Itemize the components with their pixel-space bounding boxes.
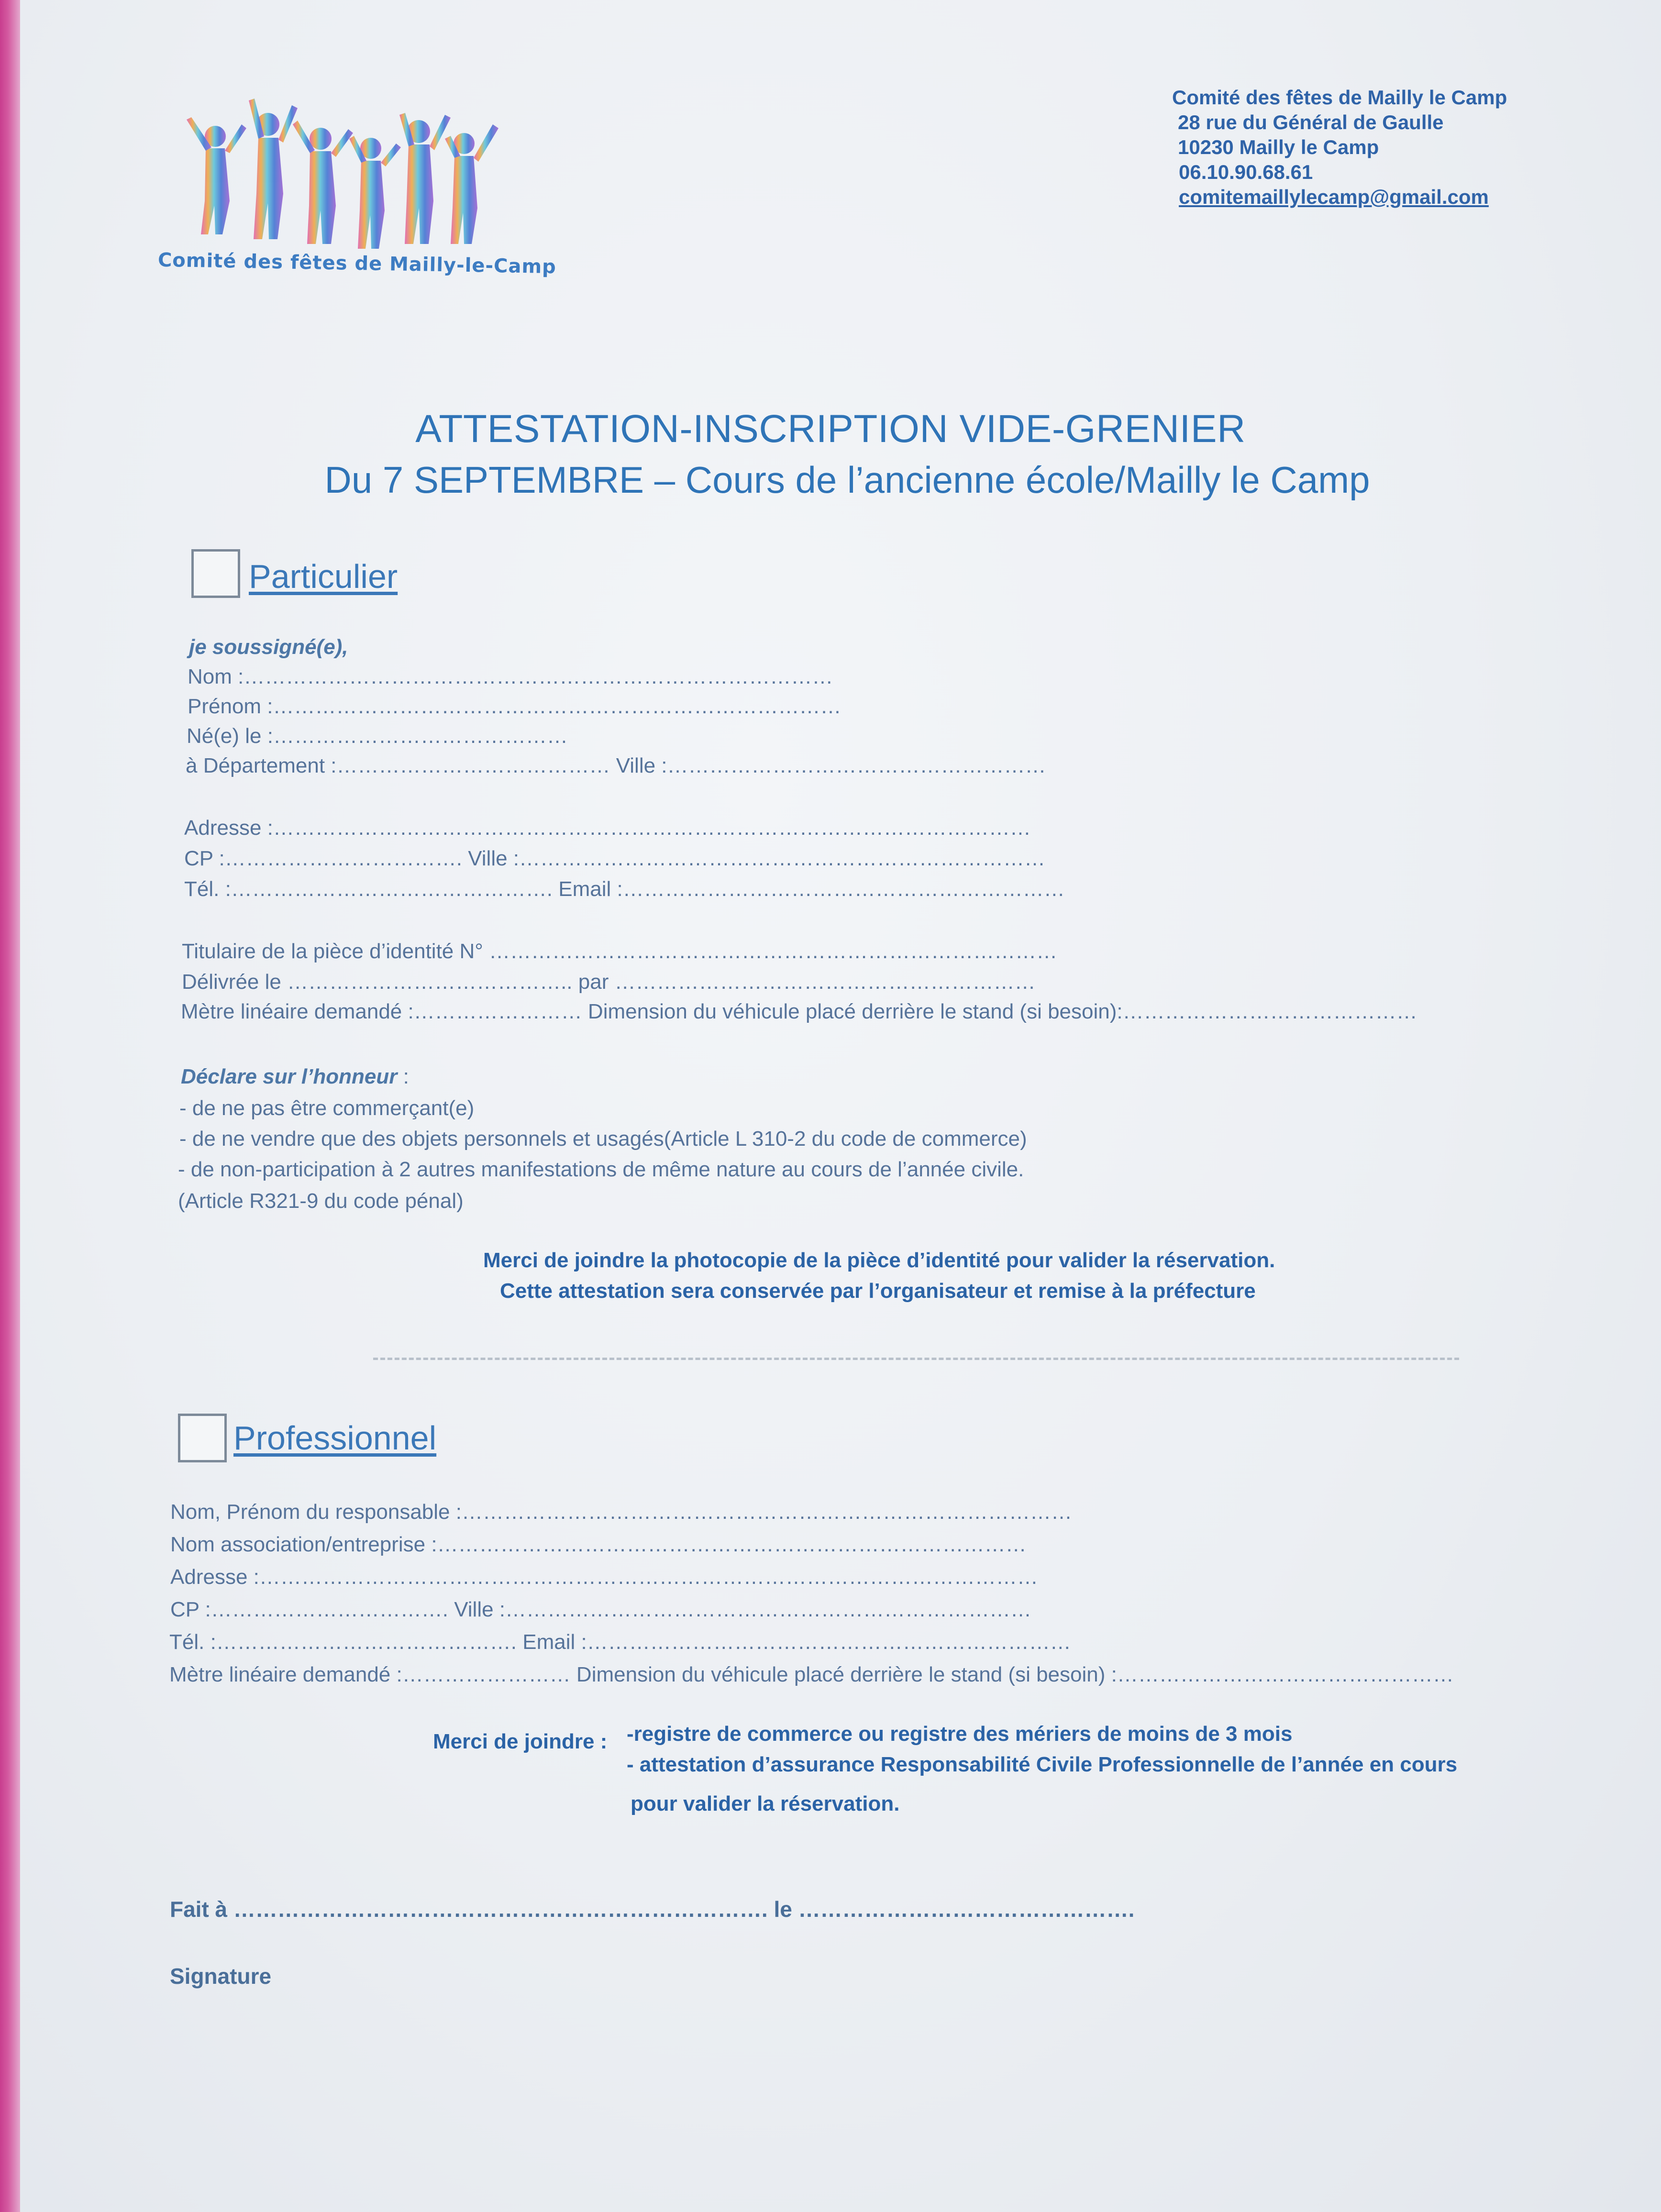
piece-identite-field[interactable]: Titulaire de la pièce d’identité N° ………………………………………………………………………	[182, 940, 1058, 963]
particulier-note: Merci de joindre la photocopie de la pièce d’identité pour valider la réservation.	[483, 1249, 1275, 1272]
declaration-heading	[181, 1065, 409, 1089]
adresse-field[interactable]: Adresse :………………………………………………………………………………………………	[184, 816, 1031, 840]
responsable-field[interactable]: Nom, Prénom du responsable :……………………………………………………………………………	[170, 1500, 1072, 1524]
contact-block	[1172, 85, 1507, 210]
declaration-item: - de ne pas être commerçant(e)	[179, 1096, 475, 1120]
departement-field[interactable]: à Département :………………………………… Ville :………………………………………………	[186, 754, 1046, 777]
naissance-field[interactable]: Né(e) le :……………………………………	[187, 724, 568, 748]
declaration-title: Déclare sur l’honneur	[181, 1065, 398, 1088]
pro-note-item: - attestation d’assurance Responsabilité Civile Professionnelle de l’année en cours	[627, 1753, 1458, 1776]
pro-note-item: -registre de commerce ou registre des mériers de moins de 3 mois	[627, 1722, 1293, 1746]
intro-text: je soussigné(e),	[189, 635, 348, 659]
pro-tel-email-field[interactable]: Tél. :……………………………………. Email :……………………………………………………………	[169, 1630, 1071, 1654]
prenom-field[interactable]: Prénom :………………………………………………………………………	[188, 695, 842, 718]
metre-lineaire-field[interactable]: Mètre linéaire demandé :…………………… Dimension du véhicule placé derrière le stand (si besoin):……………………………………	[181, 1000, 1417, 1023]
section-divider	[373, 1358, 1459, 1360]
pro-note-item: pour valider la réservation.	[631, 1792, 900, 1815]
contact-city: 10230 Mailly le Camp	[1178, 136, 1379, 158]
form-subtitle: Du 7 SEPTEMBRE – Cours de l’ancienne école/Mailly le Camp	[324, 459, 1370, 501]
delivree-field[interactable]: Délivrée le ………………………………….. par ……………………………………………………	[182, 970, 1036, 994]
contact-name: Comité des fêtes de Mailly le Camp	[1172, 86, 1507, 109]
fait-a-field[interactable]: Fait à ………………………………………………………………. le ……………………………………….	[170, 1897, 1135, 1922]
declaration-item: - de non-participation à 2 autres manifestations de même nature au cours de l’année civile.	[178, 1158, 1024, 1181]
particulier-note: Cette attestation sera conservée par l’organisateur et remise à la préfecture	[500, 1279, 1256, 1303]
contact-street: 28 rue du Général de Gaulle	[1178, 111, 1444, 133]
contact-email[interactable]: comitemaillylecamp@gmail.com	[1179, 186, 1489, 208]
pro-cp-ville-field[interactable]: CP :……………………………. Ville :…………………………………………………………………	[170, 1598, 1032, 1621]
contact-phone: 06.10.90.68.61	[1179, 161, 1313, 183]
particulier-heading: Particulier	[249, 558, 398, 595]
cp-ville-field[interactable]: CP :……………………………. Ville :…………………………………………………………………	[184, 847, 1046, 870]
pro-adresse-field[interactable]: Adresse :…………………………………………………………………………………………………	[170, 1565, 1038, 1589]
professionnel-heading: Professionnel	[233, 1419, 437, 1457]
declaration-colon: :	[397, 1065, 409, 1088]
association-field[interactable]: Nom association/entreprise :…………………………………………………………………………	[170, 1533, 1027, 1556]
particulier-checkbox[interactable]	[191, 549, 240, 598]
logo-caption: Comité des fêtes de Mailly-le-Camp	[157, 249, 557, 278]
desk-edge	[0, 0, 20, 2212]
nom-field[interactable]: Nom :…………………………………………………………………………	[188, 665, 833, 688]
pro-metre-lineaire-field[interactable]: Mètre linéaire demandé :…………………… Dimension du véhicule placé derrière le stand (si besoin) :…………………………………………	[169, 1663, 1454, 1686]
form-title: ATTESTATION-INSCRIPTION VIDE-GRENIER	[415, 407, 1246, 451]
pro-note-label: Merci de joindre :	[433, 1730, 608, 1753]
tel-email-field[interactable]: Tél. :………………………………………. Email :………………………………………………………	[184, 877, 1065, 901]
signature-label: Signature	[170, 1964, 272, 1989]
professionnel-checkbox[interactable]	[178, 1414, 227, 1462]
declaration-item: - de ne vendre que des objets personnels et usagés(Article L 310-2 du code de commerce)	[179, 1127, 1027, 1150]
declaration-item: (Article R321-9 du code pénal)	[178, 1189, 464, 1213]
